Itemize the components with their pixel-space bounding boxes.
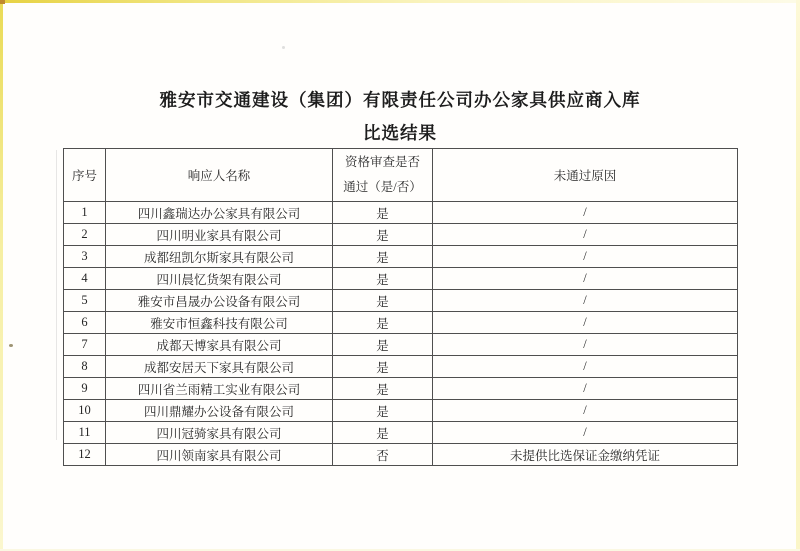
results-table-body [64, 202, 738, 466]
qualification-result: 是 [333, 268, 433, 290]
qualification-result: 是 [333, 312, 433, 334]
fail-reason: / [433, 202, 738, 224]
fail-reason: / [433, 224, 738, 246]
scan-corner-artifact [0, 0, 5, 4]
table-row [64, 312, 738, 334]
company-name: 四川明业家具有限公司 [106, 224, 333, 246]
row-seq: 6 [64, 312, 106, 334]
table-row [64, 290, 738, 312]
header-fail-reason: 未通过原因 [433, 149, 738, 202]
fail-reason: / [433, 356, 738, 378]
header-qualification-line2: 通过（是/否） [343, 180, 422, 194]
row-seq: 9 [64, 378, 106, 400]
table-row [64, 246, 738, 268]
company-name: 四川冠骑家具有限公司 [106, 422, 333, 444]
scan-edge-top [0, 0, 800, 3]
qualification-result: 是 [333, 202, 433, 224]
scan-edge-left [0, 0, 3, 551]
fail-reason: / [433, 268, 738, 290]
row-seq: 3 [64, 246, 106, 268]
fail-reason: / [433, 312, 738, 334]
fail-reason: / [433, 422, 738, 444]
row-seq: 4 [64, 268, 106, 290]
company-name: 雅安市恒鑫科技有限公司 [106, 312, 333, 334]
company-name: 四川鑫瑞达办公家具有限公司 [106, 202, 333, 224]
row-seq: 5 [64, 290, 106, 312]
qualification-result: 否 [333, 444, 433, 466]
table-row [64, 224, 738, 246]
scan-edge-right [796, 0, 800, 551]
qualification-result: 是 [333, 400, 433, 422]
table-row [64, 356, 738, 378]
row-seq: 10 [64, 400, 106, 422]
row-seq: 12 [64, 444, 106, 466]
company-name: 成都天博家具有限公司 [106, 334, 333, 356]
company-name: 雅安市昌晟办公设备有限公司 [106, 290, 333, 312]
table-row [64, 400, 738, 422]
qualification-result: 是 [333, 290, 433, 312]
table-row [64, 334, 738, 356]
company-name: 四川省兰雨精工实业有限公司 [106, 378, 333, 400]
results-table [63, 148, 738, 466]
page-subtitle: 比选结果 [363, 123, 437, 143]
scan-speck [9, 344, 13, 347]
qualification-result: 是 [333, 356, 433, 378]
qualification-result: 是 [333, 246, 433, 268]
header-qualification-line1: 资格审查是否 [344, 155, 420, 169]
qualification-result: 是 [333, 224, 433, 246]
qualification-result: 是 [333, 422, 433, 444]
scan-speck [282, 46, 285, 49]
company-name: 成都安居天下家具有限公司 [106, 356, 333, 378]
table-row [64, 444, 738, 466]
results-table-header [64, 149, 738, 202]
header-qualification [333, 149, 433, 202]
table-row [64, 202, 738, 224]
header-company-name: 响应人名称 [106, 149, 333, 202]
company-name: 四川鼎耀办公设备有限公司 [106, 400, 333, 422]
fail-reason: / [433, 378, 738, 400]
row-seq: 7 [64, 334, 106, 356]
fail-reason: / [433, 334, 738, 356]
table-row [64, 268, 738, 290]
table-row [64, 378, 738, 400]
scan-shadow-line [56, 150, 57, 440]
company-name: 四川领南家具有限公司 [106, 444, 333, 466]
company-name: 四川晨忆货架有限公司 [106, 268, 333, 290]
header-seq: 序号 [64, 149, 106, 202]
row-seq: 11 [64, 422, 106, 444]
fail-reason: / [433, 400, 738, 422]
row-seq: 1 [64, 202, 106, 224]
qualification-result: 是 [333, 334, 433, 356]
company-name: 成都纽凯尔斯家具有限公司 [106, 246, 333, 268]
row-seq: 2 [64, 224, 106, 246]
row-seq: 8 [64, 356, 106, 378]
fail-reason: / [433, 290, 738, 312]
fail-reason: / [433, 246, 738, 268]
qualification-result: 是 [333, 378, 433, 400]
table-row [64, 422, 738, 444]
header-row [64, 149, 738, 202]
fail-reason: 未提供比选保证金缴纳凭证 [433, 444, 738, 466]
page-title: 雅安市交通建设（集团）有限责任公司办公家具供应商入库 [159, 90, 641, 110]
